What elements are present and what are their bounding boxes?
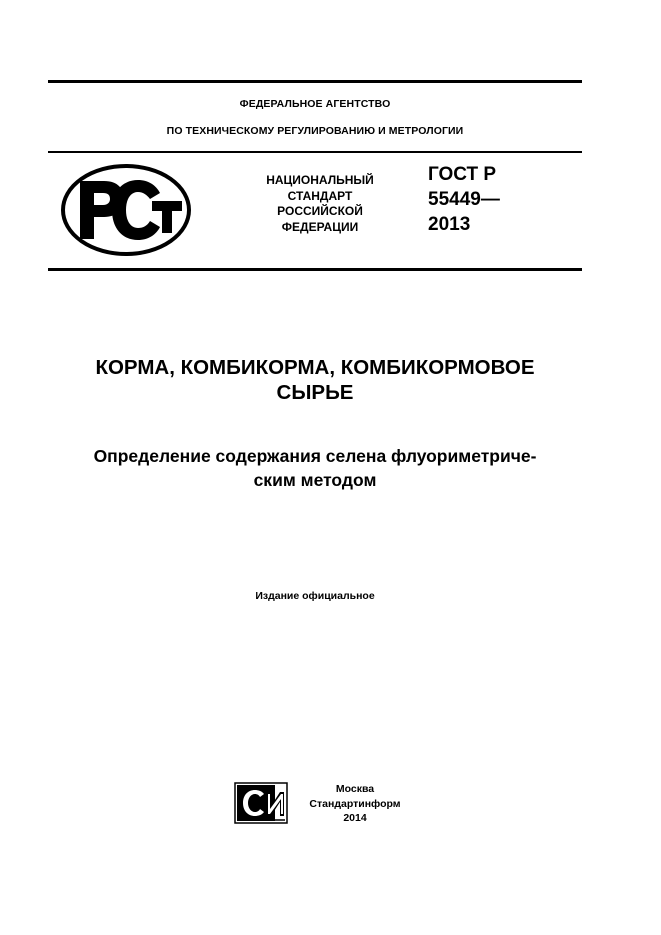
header-rule bbox=[48, 151, 582, 153]
document-subtitle bbox=[48, 444, 582, 492]
rst-certification-mark-icon bbox=[60, 163, 192, 257]
agency-line-2: ПО ТЕХНИЧЕСКОМУ РЕГУЛИРОВАНИЮ И МЕТРОЛОГИИ bbox=[166, 125, 464, 137]
designation-line-2: 55449— bbox=[428, 189, 500, 210]
title-line-2: СЫРЬЕ bbox=[276, 381, 354, 404]
standard-type-line-1: НАЦИОНАЛЬНЫЙ bbox=[266, 173, 374, 187]
title-line-1: КОРМА, КОМБИКОРМА, КОМБИКОРМОВОЕ bbox=[95, 356, 535, 379]
header-bottom-rule bbox=[48, 268, 582, 271]
standard-designation bbox=[428, 162, 500, 237]
publisher-city: Москва bbox=[335, 783, 375, 795]
agency-line-1: ФЕДЕРАЛЬНОЕ АГЕНТСТВО bbox=[239, 98, 391, 110]
publisher-name: Стандартинформ bbox=[309, 797, 401, 810]
designation-line-3: 2013 bbox=[428, 214, 471, 235]
standard-type-line-4: ФЕДЕРАЦИИ bbox=[281, 219, 359, 234]
document-title bbox=[48, 355, 582, 405]
publisher-year: 2014 bbox=[343, 812, 367, 824]
edition-note: Издание официальное bbox=[255, 590, 375, 602]
designation-line-1: ГОСТ Р bbox=[428, 164, 497, 185]
publisher-block bbox=[300, 782, 410, 826]
top-rule bbox=[48, 80, 582, 83]
subtitle-line-2: ским методом bbox=[253, 470, 377, 490]
subtitle-line-1: Определение содержания селена флуориметриче- bbox=[93, 446, 537, 466]
standard-type bbox=[245, 173, 395, 235]
standartinform-logo-icon bbox=[234, 782, 288, 824]
standard-type-line-2: СТАНДАРТ bbox=[287, 188, 353, 203]
standard-type-line-3: РОССИЙСКОЙ bbox=[277, 204, 363, 218]
